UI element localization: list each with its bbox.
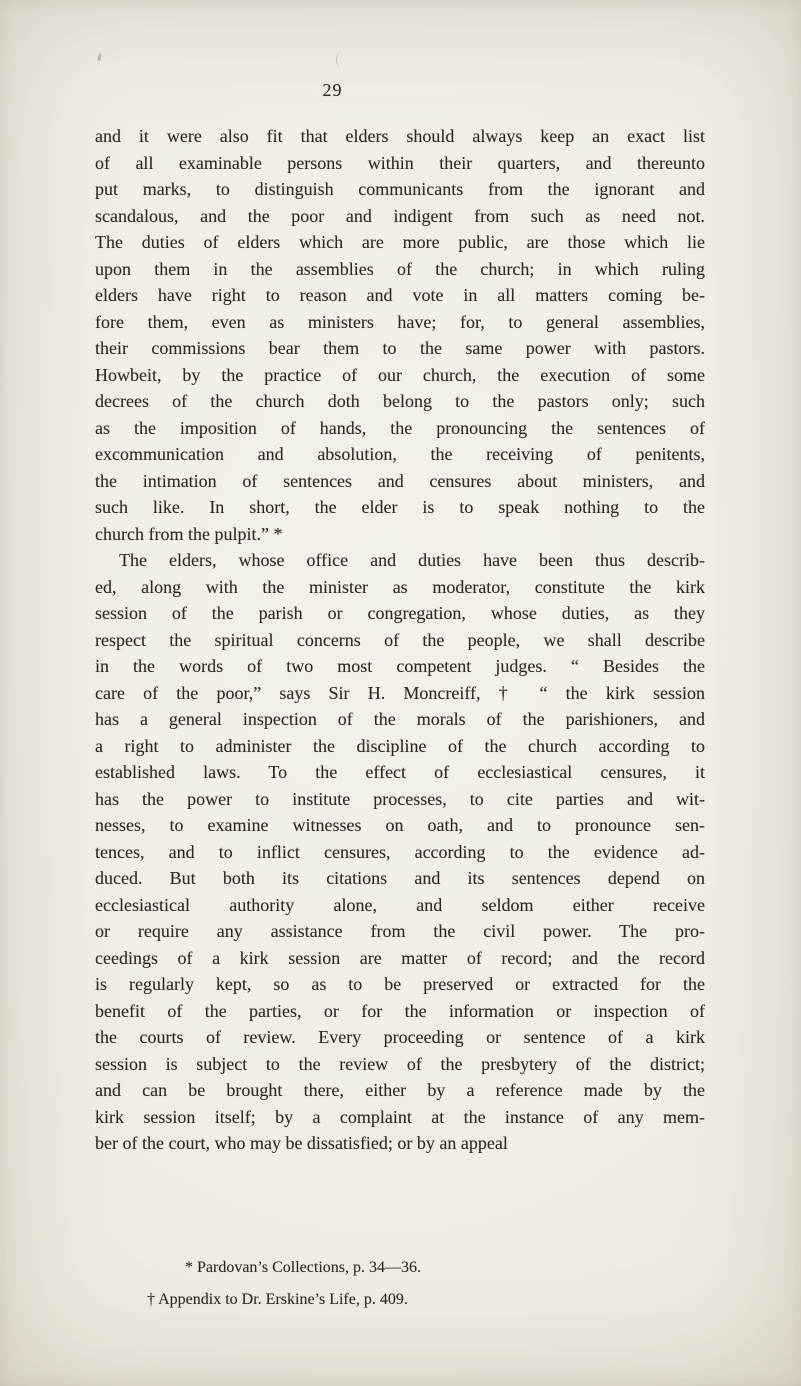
text-line: and can be brought there, either by a reference made by the xyxy=(95,1080,705,1100)
text-line: church from the pulpit.” * xyxy=(95,523,283,544)
page-number: 29 xyxy=(322,80,343,100)
text-line: their commissions bear them to the same power with pastors. xyxy=(95,338,705,358)
text-line: scandalous, and the poor and indigent from such as need not. xyxy=(95,205,705,226)
text-line: The duties of elders which are more public, are those which lie xyxy=(95,232,705,252)
text-line: as the imposition of hands, the pronouncing the sentences of xyxy=(95,417,705,438)
text-line: ed, along with the minister as moderator, constitute the kirk xyxy=(95,576,705,597)
footnotes xyxy=(95,1252,705,1316)
text-line: duced. But both its citations and its sentences depend on xyxy=(95,868,705,888)
text-line: excommunication and absolution, the receiving of penitents, xyxy=(95,444,705,464)
text-line: ber of the court, who may be dissatisfied; or by an appeal xyxy=(95,1133,508,1153)
text-line: put marks, to distinguish communicants from the ignorant and xyxy=(95,179,705,199)
text-line: fore them, even as ministers have; for, to general assemblies, xyxy=(95,311,705,332)
text-line: session is subject to the review of the presbytery of the district; xyxy=(95,1053,705,1074)
scan-artifact xyxy=(97,54,101,61)
text-line: a right to administer the discipline of the church according to xyxy=(95,735,705,756)
text-line: such like. In short, the elder is to speak nothing to the xyxy=(95,497,705,517)
text-line: Howbeit, by the practice of our church, the execution of some xyxy=(95,364,705,385)
text-line: the courts of review. Every proceeding or sentence of a kirk xyxy=(95,1027,705,1047)
text-line: kirk session itself; by a complaint at the instance of any mem- xyxy=(95,1106,705,1127)
text-line: benefit of the parties, or for the information or inspection of xyxy=(95,1000,705,1021)
text-line: of all examinable persons within their quarters, and thereunto xyxy=(95,152,705,173)
scan-artifact xyxy=(336,52,345,67)
text-line: has a general inspection of the morals of the parishioners, and xyxy=(95,709,705,729)
text-line: ceedings of a kirk session are matter of record; and the record xyxy=(95,947,705,968)
text-line: elders have right to reason and vote in all matters coming be- xyxy=(95,285,705,305)
text-line: has the power to institute processes, to cite parties and wit- xyxy=(95,788,705,809)
paragraph xyxy=(95,547,705,1157)
text-line: in the words of two most competent judges. “ Besides the xyxy=(95,656,705,676)
text-line: ecclesiastical authority alone, and seldom either receive xyxy=(95,894,705,915)
paragraph xyxy=(95,123,705,547)
text-line: or require any assistance from the civil power. The pro- xyxy=(95,921,705,941)
footnote: * Pardovan’s Collections, p. 34—36. xyxy=(185,1259,421,1276)
text-line: established laws. To the effect of ecclesiastical censures, it xyxy=(95,762,705,782)
text-line: upon them in the assemblies of the church; in which ruling xyxy=(95,258,705,279)
text-line: decrees of the church doth belong to the pastors only; such xyxy=(95,391,705,411)
text-line: is regularly kept, so as to be preserved or extracted for the xyxy=(95,974,705,994)
body-text xyxy=(95,123,705,1157)
text-line: care of the poor,” says Sir H. Moncreiff, † “ the kirk session xyxy=(95,682,705,703)
text-line: nesses, to examine witnesses on oath, and to pronounce sen- xyxy=(95,815,705,835)
footnote: † Appendix to Dr. Erskine’s Life, p. 409. xyxy=(147,1291,408,1308)
text-line: and it were also fit that elders should always keep an exact list xyxy=(95,126,705,146)
text-line: tences, and to inflict censures, according to the evidence ad- xyxy=(95,841,705,862)
text-line: the intimation of sentences and censures about ministers, and xyxy=(95,470,705,491)
text-line: respect the spiritual concerns of the people, we shall describe xyxy=(95,629,705,650)
text-line: The elders, whose office and duties have been thus describ- xyxy=(119,550,705,570)
text-line: session of the parish or congregation, whose duties, as they xyxy=(95,603,705,623)
